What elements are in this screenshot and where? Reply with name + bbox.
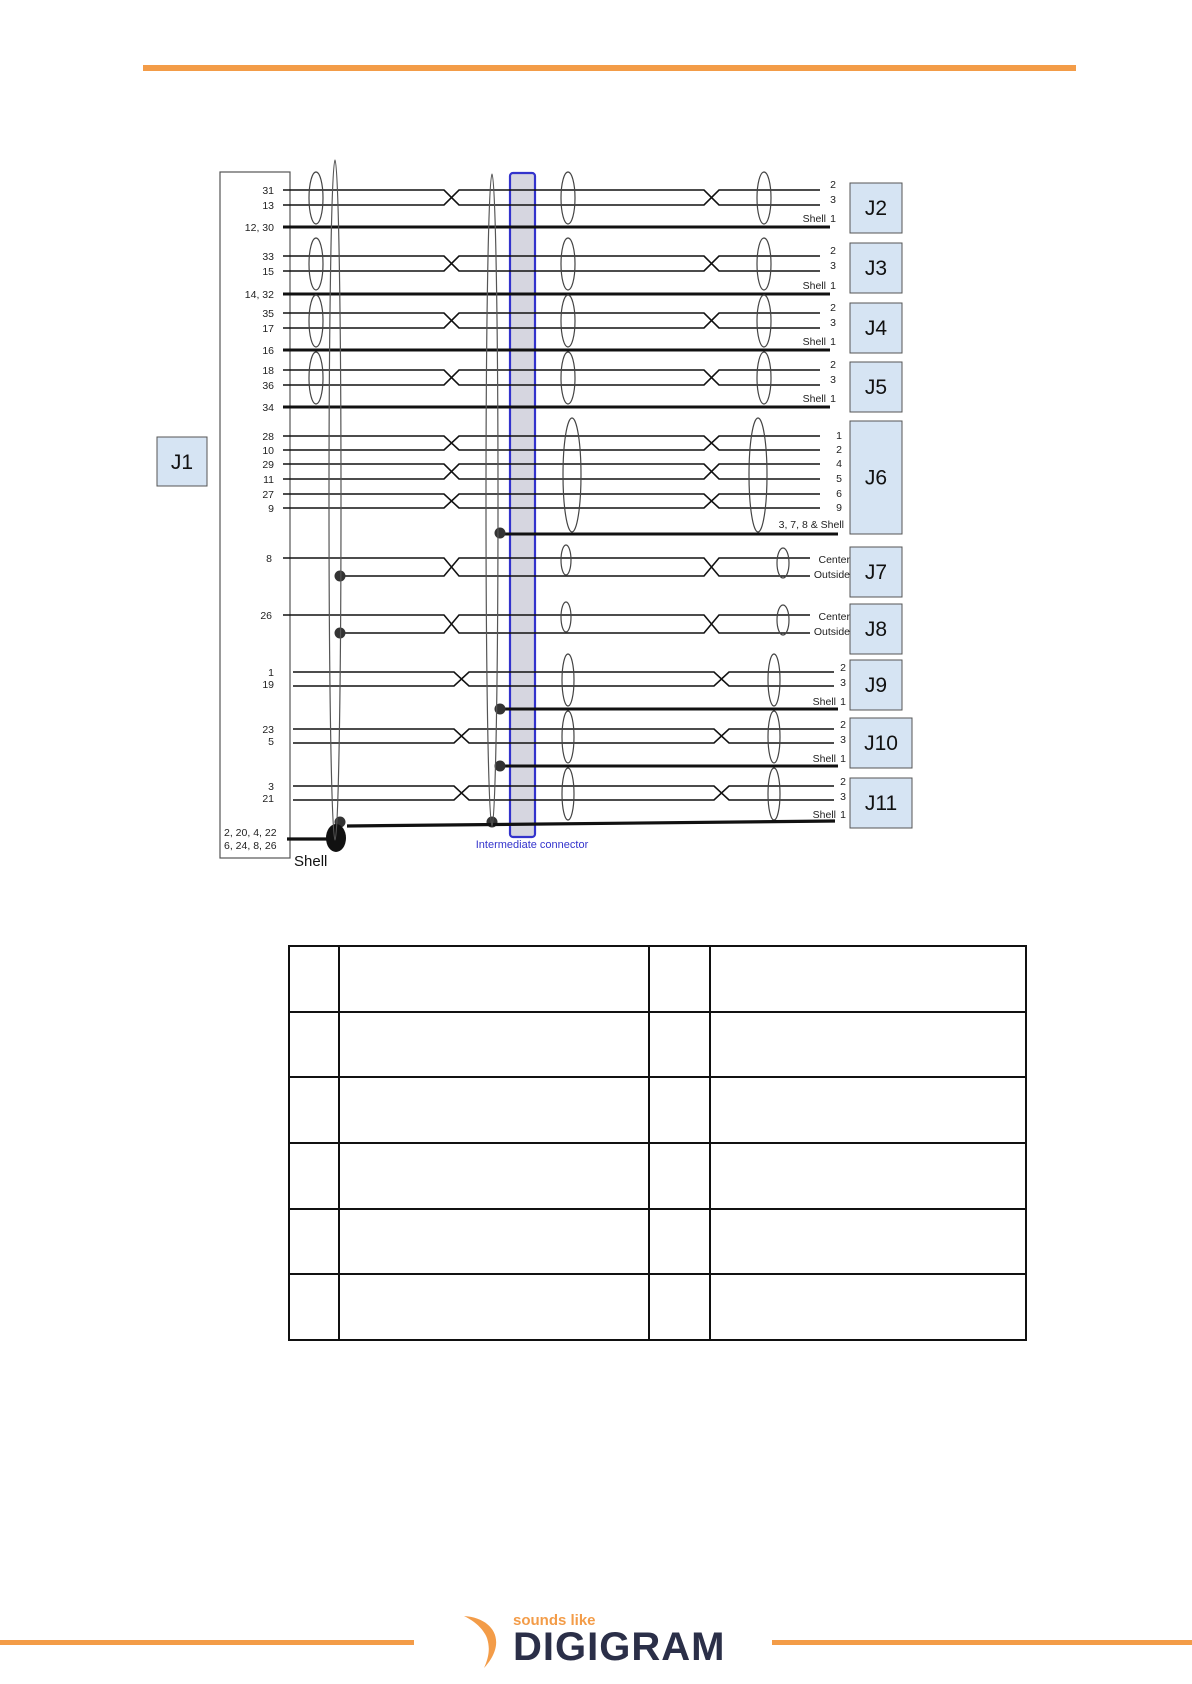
j6-pin: 4 [836, 458, 842, 470]
shield-oval [309, 238, 323, 290]
target-pin: 2 [830, 359, 836, 371]
shield-oval [563, 418, 581, 532]
target-shell: Shell [802, 280, 826, 292]
shield-oval [757, 172, 771, 224]
conn-j10-label: J10 [864, 732, 898, 755]
shield-oval [757, 352, 771, 404]
twist-crossing [434, 313, 484, 328]
target-pin: 3 [830, 374, 836, 386]
shield-oval [561, 238, 575, 290]
j1-pin: 28 [262, 431, 274, 443]
shield-oval [309, 172, 323, 224]
j1-pin: 21 [262, 793, 274, 805]
ground-pins-1: 2, 20, 4, 22 [224, 827, 277, 839]
table-cell [289, 1012, 339, 1078]
shield-oval [309, 352, 323, 404]
j1-pin: 23 [262, 724, 274, 736]
j1-pin-block [220, 172, 290, 858]
table-cell [649, 1077, 711, 1143]
j1-shell-pin: 16 [262, 345, 274, 357]
shield-oval [757, 295, 771, 347]
j1-pin: 1 [268, 667, 274, 679]
target-pin: 2 [830, 302, 836, 314]
j1-pin: 19 [262, 679, 274, 691]
target-pin: 1 [830, 336, 836, 348]
shield-oval [561, 352, 575, 404]
twist-crossing [434, 256, 484, 271]
target-pin: 3 [840, 791, 846, 803]
twist-crossing [434, 464, 484, 479]
conn-j7-label: J7 [864, 561, 888, 584]
twist-crossing [694, 558, 744, 576]
table-cell [710, 946, 1026, 1012]
twist-crossing [704, 729, 754, 743]
target-pin: 1 [830, 213, 836, 225]
table-cell [339, 1143, 649, 1209]
twist-crossing [444, 786, 494, 800]
j1-shell-pin: 12, 30 [244, 222, 274, 234]
table-cell [649, 1274, 711, 1340]
j1-pin: 29 [262, 459, 274, 471]
table-cell [649, 1209, 711, 1275]
twist-crossing [444, 729, 494, 743]
shield-oval [562, 711, 574, 763]
conn-j2-label: J2 [864, 197, 888, 220]
logo-swoosh-icon [458, 1612, 512, 1672]
conn-j4-label: J4 [864, 317, 888, 340]
coax-ground-dot [335, 571, 346, 582]
twist-crossing [434, 190, 484, 205]
table-cell [339, 1012, 649, 1078]
conn-j9-label: J9 [864, 674, 888, 697]
shield-oval [561, 602, 571, 632]
j1-pin: 36 [262, 380, 274, 392]
target-pin: 2 [840, 719, 846, 731]
table-row [289, 1012, 1026, 1078]
table-cell [289, 1077, 339, 1143]
j1-pin: 33 [262, 251, 274, 263]
twist-crossing [434, 370, 484, 385]
target-shell: Shell [812, 696, 836, 708]
table-cell [289, 946, 339, 1012]
twist-crossing [434, 494, 484, 508]
j1-pin: 10 [262, 445, 274, 457]
target-shell: Shell [802, 336, 826, 348]
j1-pin: 9 [268, 503, 274, 515]
table-cell [649, 1012, 711, 1078]
intermediate-connector [510, 173, 535, 837]
table-cell [289, 1143, 339, 1209]
coax-center-label: Center [818, 611, 850, 623]
target-pin: 1 [840, 809, 846, 821]
table-cell [339, 1274, 649, 1340]
twist-crossing [694, 615, 744, 633]
target-pin: 3 [840, 677, 846, 689]
brand-tagline: sounds like [513, 1612, 596, 1629]
j1-pin: 27 [262, 489, 274, 501]
j1-pin: 8 [266, 553, 272, 565]
target-shell: Shell [802, 393, 826, 405]
target-pin: 3 [840, 734, 846, 746]
j6-pin: 5 [836, 473, 842, 485]
twist-crossing [434, 436, 484, 450]
target-pin: 1 [840, 696, 846, 708]
conn-j3-label: J3 [864, 257, 888, 280]
shield-oval [768, 654, 780, 706]
ground-pins-2: 6, 24, 8, 26 [224, 840, 277, 852]
coax-center-label: Center [818, 554, 850, 566]
digigram-logo [458, 1612, 734, 1672]
twist-crossing [434, 615, 484, 633]
twist-crossing [694, 190, 744, 205]
table-row [289, 1143, 1026, 1209]
target-pin: 3 [830, 260, 836, 272]
j1-pin: 18 [262, 365, 274, 377]
twist-crossing [694, 256, 744, 271]
table-cell [289, 1209, 339, 1275]
shell-label: Shell [294, 853, 328, 870]
j1-label: J1 [170, 451, 194, 474]
shield-oval [768, 711, 780, 763]
target-shell: Shell [812, 753, 836, 765]
table-cell [710, 1143, 1026, 1209]
table-cell [289, 1274, 339, 1340]
j1-shell-pin: 34 [262, 402, 274, 414]
table-cell [339, 946, 649, 1012]
target-pin: 2 [830, 245, 836, 257]
coax-outside-label: Outside [813, 569, 850, 581]
j6-shell-dot [495, 528, 506, 539]
target-pin: 3 [830, 317, 836, 329]
pin-table [288, 945, 1027, 1341]
target-shell: Shell [812, 809, 836, 821]
table-row [289, 1274, 1026, 1340]
conn-j11-label: J11 [864, 792, 898, 815]
shield-oval [777, 548, 789, 578]
target-shell: Shell [802, 213, 826, 225]
coax-outside-label: Outside [813, 626, 850, 638]
twist-crossing [694, 313, 744, 328]
table-row [289, 1209, 1026, 1275]
conn-j5-label: J5 [864, 376, 888, 399]
common-ground-wire [347, 821, 835, 826]
shield-oval [777, 605, 789, 635]
j1-pin: 3 [268, 781, 274, 793]
shield-oval [757, 238, 771, 290]
table-row [289, 1077, 1026, 1143]
j6-pin: 2 [836, 444, 842, 456]
conn-j8-label: J8 [864, 618, 888, 641]
j1-pin: 11 [263, 474, 274, 486]
conn-j6-label: J6 [864, 466, 888, 490]
shield-oval [768, 768, 780, 820]
table-cell [710, 1209, 1026, 1275]
shield-oval [561, 545, 571, 575]
twist-crossing [704, 672, 754, 686]
target-pin: 2 [830, 179, 836, 191]
shield-oval [561, 295, 575, 347]
table-cell [339, 1209, 649, 1275]
footer-rule-left [0, 1640, 414, 1645]
ground-node [326, 824, 346, 852]
j6-pin: 1 [836, 430, 842, 442]
j1-pin: 35 [262, 308, 274, 320]
j1-pin: 13 [262, 200, 274, 212]
outer-shield-left [329, 160, 341, 840]
twist-crossing [704, 786, 754, 800]
brand-name: DIGIGRAM [513, 1625, 726, 1669]
shield-oval [749, 418, 767, 532]
table-cell [649, 946, 711, 1012]
j1-shell-pin: 14, 32 [244, 289, 274, 301]
table-cell [710, 1012, 1026, 1078]
j1-pin: 26 [260, 610, 272, 622]
table-cell [339, 1077, 649, 1143]
j6-pin: 6 [836, 488, 842, 500]
footer-rule-right [772, 1640, 1192, 1645]
shield-oval [562, 768, 574, 820]
table-cell [710, 1077, 1026, 1143]
table-cell [649, 1143, 711, 1209]
twist-crossing [694, 370, 744, 385]
j1-pin: 17 [262, 323, 274, 335]
twist-crossing [434, 558, 484, 576]
target-pin: 3 [830, 194, 836, 206]
twist-crossing [694, 464, 744, 479]
target-pin: 2 [840, 776, 846, 788]
target-pin: 1 [830, 280, 836, 292]
j1-pin: 15 [262, 266, 274, 278]
intermediate-label: Intermediate connector [475, 839, 589, 851]
table-cell [710, 1274, 1026, 1340]
target-pin: 2 [840, 662, 846, 674]
shield-oval [562, 654, 574, 706]
target-pin: 1 [830, 393, 836, 405]
j1-pin: 5 [268, 736, 274, 748]
shield-oval [309, 295, 323, 347]
twist-crossing [694, 436, 744, 450]
shield-oval [561, 172, 575, 224]
j1-pin: 31 [262, 185, 274, 197]
table-row [289, 946, 1026, 1012]
j6-shell-label: 3, 7, 8 & Shell [778, 519, 844, 531]
wire-layer [245, 172, 912, 828]
target-pin: 1 [840, 753, 846, 765]
twist-crossing [694, 494, 744, 508]
j6-pin: 9 [836, 502, 842, 514]
